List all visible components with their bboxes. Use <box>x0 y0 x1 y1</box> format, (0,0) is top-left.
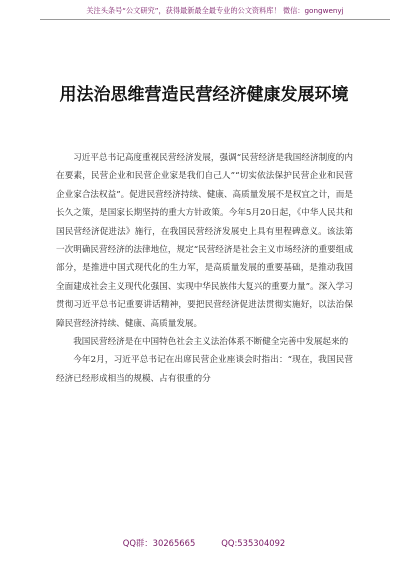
footer-qq-group: QQ群：30265665 <box>122 538 196 548</box>
footer-qq-number: QQ:535304092 <box>221 538 286 548</box>
body-paragraph-3: 今年2月，习近平总书记在出席民营企业座谈会时指出：“现在，我国民营经济已经形成相当的规模、占有很重的分 <box>56 355 353 384</box>
document-title: 用法治思维营造民营经济健康发展环境 <box>59 85 349 105</box>
body-paragraph-1: 习近平总书记高度重视民营经济发展，强调“民营经济是我国经济制度的内在要素，民营企业和民营企业家是我们自己人”“切实依法保护民营企业和民营企业家合法权益”。促进民营经济持续、健康、高质量发展不是权宜之计，而是长久之策，是国家长期坚持的重大方针政策。今年5月20日起，《中华人民共和国民营经济促进法》施行，在我国民营经济发展史上具有里程碑意义。该法第一次明确民营经济的法律地位，规定“民营经济是社会主义市场经济的重要组成部分，是推进中国式现代化的生力军，是高质量发展的重要基础，是推动我国全面建成社会主义现代化强国、实现中华民族伟大复兴的重要力量”。深入学习贯彻习近平总书记重要讲话精神，要把民营经济促进法贯彻实施好，以法治保障民营经济持续、健康、高质量发展。 <box>56 153 353 329</box>
page-header: 关注头条号“公文研究”，获得最新最全最专业的公文资料库！ 微信：gongwenyj <box>40 6 390 20</box>
body-paragraph-2: 我国民营经济是在中国特色社会主义法治体系不断健全完善中发展起来的 <box>73 337 349 348</box>
page-footer <box>0 537 408 549</box>
document-body <box>56 149 353 388</box>
